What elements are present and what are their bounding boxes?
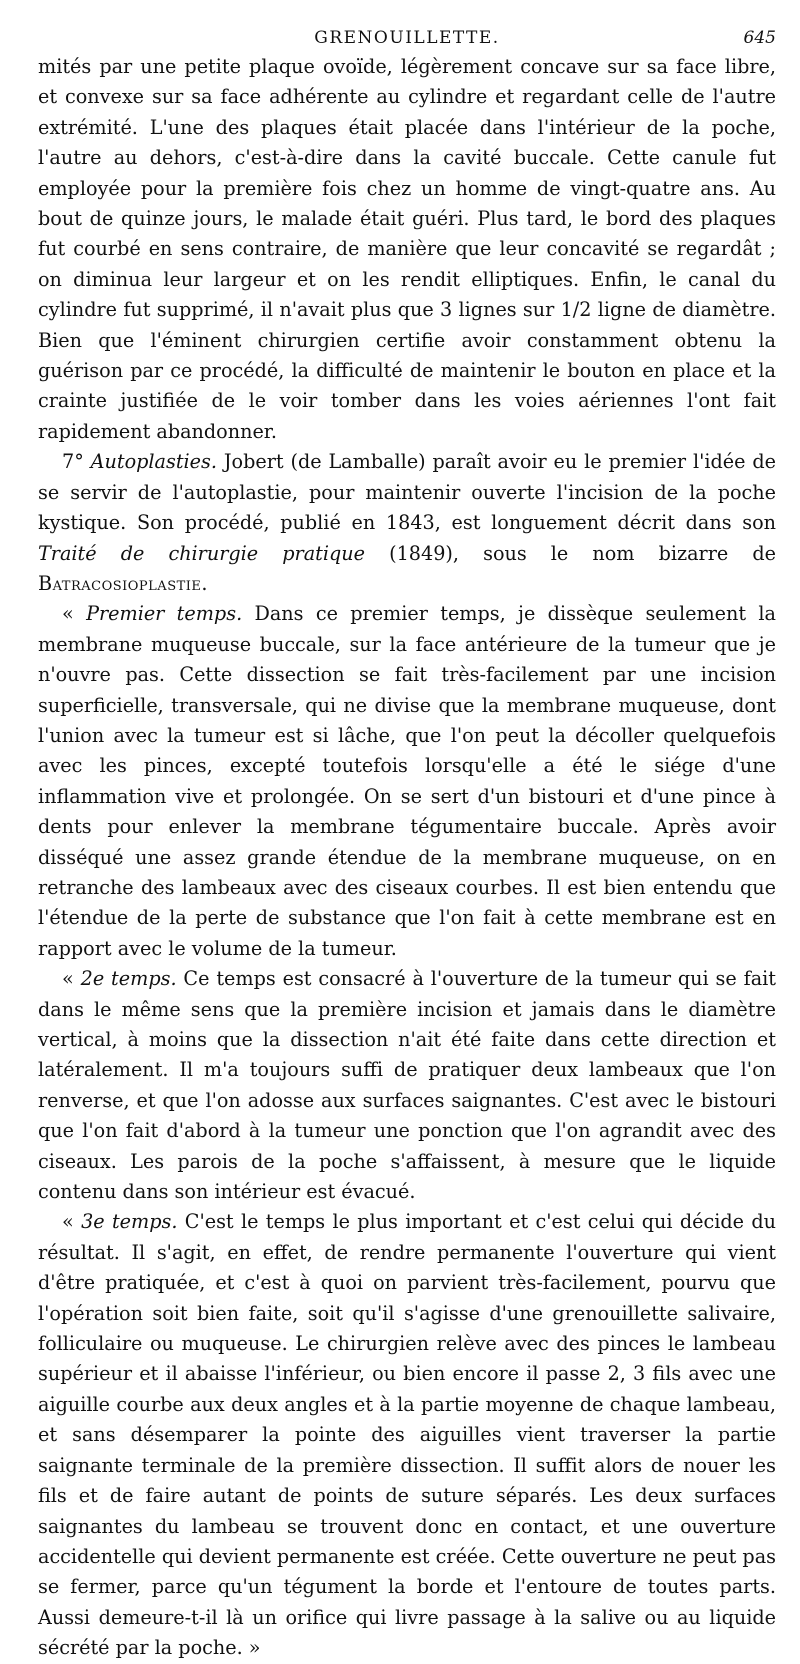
paragraph-third-stage — [38, 1207, 776, 1663]
section-heading: Autoplasties. — [90, 450, 217, 474]
stage-heading: 2e temps. — [80, 967, 177, 991]
quote-mark: « — [62, 967, 81, 991]
paragraph-second-stage — [38, 964, 776, 1207]
procedure-name: Batracosioplastie — [38, 571, 202, 595]
paragraph-text: mités par une petite plaque ovoïde, légèrement concave sur sa face libre, et convexe sur sa face adhérente au cylindre et regardant celle de l'autre extrémité. L'une des plaques était placée dans l'intérieur de la poche, l'autre au dehors, c'est-à-dire dans la cavité buccale. Cette canule fut employée pour la première fois chez un homme de vingt-quatre ans. Au bout de quinze jours, le malade était guéri. Plus tard, le bord des plaques fut courbé en sens contraire, de manière que leur concavité se regardât ; on diminua leur largeur et on les rendit elliptiques. Enfin, le canal du cylindre fut supprimé, il n'avait plus que 3 lignes sur 1/2 ligne de diamètre. Bien que l'éminent chirurgien certifie avoir constamment obtenu la guérison par ce procédé, la difficulté de maintenir le bouton en place et la crainte justifiée de le voir tomber dans les voies aériennes l'ont fait rapidement abandonner. — [38, 55, 776, 443]
quote-mark: « — [62, 1210, 82, 1234]
paragraph-text: Ce temps est consacré à l'ouverture de la tumeur qui se fait dans le même sens que la première incision et jamais dans le diamètre vertical, à moins que la dissection n'ait été faite dans cette direction et latéralement. Il m'a toujours suffi de pratiquer deux lambeaux que l'on renverse, et que l'on adosse aux surfaces saignantes. C'est avec le bistouri que l'on fait d'abord à la tumeur une ponction que l'on agrandit avec des ciseaux. Les parois de la poche s'affaissent, à mesure que le liquide contenu dans son intérieur est évacué. — [38, 967, 776, 1204]
paragraph-text: Jobert (de Lamballe) paraît avoir eu le premier l'idée de se servir de l'autoplastie, pour maintenir ouverte l'incision de la poche kystique. Son procédé, publié en 1843, est longuement décrit dans son — [38, 450, 776, 535]
stage-heading: 3e temps. — [81, 1210, 178, 1234]
book-title: Traité de chirurgie pratique — [38, 541, 365, 565]
paragraph-text: (1849), sous le nom bizarre de — [365, 541, 776, 565]
paragraph-text: Dans ce premier temps, je dissèque seulement la membrane muqueuse buccale, sur la face antérieure de la tumeur que je n'ouvre pas. Cette dissection se fait très-facilement par une incision superficielle, transversale, qui ne divise que la membrane muqueuse, dont l'union avec la tumeur est si lâche, que l'on peut la décoller quelquefois avec les pinces, excepté toutefois lorsqu'elle a été le siége d'une inflammation vive et prolongée. On se sert d'un bistouri et d'une pince à dents pour enlever la membrane tégumentaire buccale. Après avoir disséqué une assez grande étendue de la membrane muqueuse, on en retranche des lambeaux avec des ciseaux courbes. Il est bien entendu que l'étendue de la perte de substance que l'on fait à cette membrane est en rapport avec le volume de la tumeur. — [38, 602, 777, 960]
stage-heading: Premier temps. — [86, 602, 243, 626]
paragraph-text: C'est le temps le plus important et c'est celui qui décide du résultat. Il s'agit, en effet, de rendre permanente l'ouverture qui vient d'être pratiquée, et c'est à quoi on parvient très-facilement, pourvu que l'opération soit bien faite, soit qu'il s'agisse d'une grenouillette salivaire, folliculaire ou muqueuse. Le chirurgien relève avec des pinces le lambeau supérieur et il abaisse l'inférieur, ou bien encore il passe 2, 3 fils avec une aiguille courbe aux deux angles et à la partie moyenne de chaque lambeau, et sans désemparer la pointe des aiguilles vient traverser la partie saignante terminale de la première dissection. Il suffit alors de nouer les fils et de faire autant de points de suture séparés. Les deux surfaces saignantes du lambeau se trouvent donc en contact, et une ouverture accidentelle qui devient permanente est créée. Cette ouverture ne peut pas se fermer, parce qu'un tégument la borde et l'entoure de toutes parts. Aussi demeure-t-il là un orifice qui livre passage à la salive ou au liquide sécrété par la poche. » — [38, 1210, 776, 1660]
paragraph-first-stage — [38, 599, 776, 964]
paragraph-autoplasties — [38, 447, 776, 599]
paragraph-text: . — [201, 571, 208, 595]
section-number: 7° — [62, 450, 91, 474]
page-number: 645 — [743, 28, 776, 48]
page-body — [38, 52, 776, 1664]
running-title: GRENOUILLETTE. — [314, 28, 500, 48]
page-header — [38, 22, 776, 52]
paragraph-continuation — [38, 52, 776, 447]
book-page — [38, 22, 776, 1664]
quote-mark: « — [62, 602, 87, 626]
